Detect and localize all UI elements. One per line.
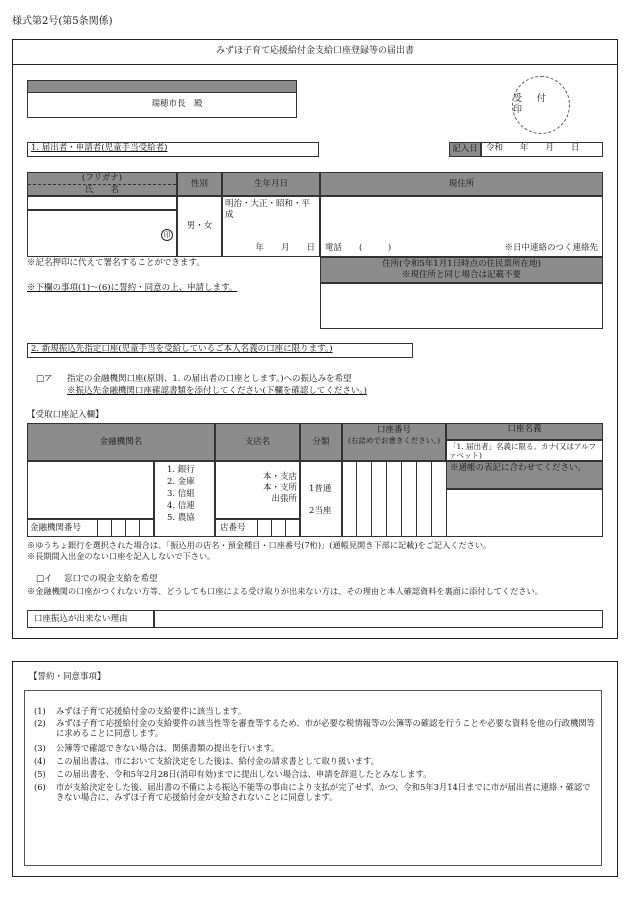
account-digit[interactable] xyxy=(431,461,447,537)
resident-title: 住所(令和5年1月1日時点の住民票所在地) xyxy=(382,259,541,269)
gender-header: 性別 xyxy=(177,172,222,196)
col-holder-sub-box xyxy=(446,440,603,461)
bank-type-item: 3. 信組 xyxy=(167,489,195,499)
branch-field[interactable] xyxy=(215,461,300,519)
col-bank: 金融機関名 xyxy=(27,423,215,461)
name-header xyxy=(27,172,177,196)
day-contact-label: ※日中連絡のつく連絡先 xyxy=(504,243,598,254)
reception-seal: 受 付 印 xyxy=(512,76,570,134)
bank-type-options[interactable] xyxy=(154,461,215,537)
oath-item-number: (3) xyxy=(34,743,46,753)
date-label: 記入日 xyxy=(449,142,481,157)
furigana-input[interactable] xyxy=(27,196,177,210)
branch-code-digit[interactable] xyxy=(257,519,272,537)
oath-item-text: みずほ子育て応援給付金の支給要件に該当します。 xyxy=(56,706,247,716)
option-b-note: ※金融機関の口座がつくれない方等、どうしても口座による受け取りが出来ない方は、その理由と本人確認資料を裏面に添付してください。 xyxy=(27,586,543,596)
account-type-options[interactable] xyxy=(300,461,342,537)
col-number-sub: (右詰めでお書きください。) xyxy=(347,435,441,445)
col-holder: 口座名義 xyxy=(446,423,603,440)
sec1-title: 1. 届出者・申請者(児童手当受給者) xyxy=(31,143,168,153)
account-digit[interactable] xyxy=(356,461,372,537)
birth-ymd: 年 月 日 xyxy=(255,243,315,254)
bank-code-digit[interactable] xyxy=(139,519,154,537)
bank-code-digit[interactable] xyxy=(97,519,112,537)
sec2-title: 2. 新規振込先指定口座(児童手当を受給しているご本人名義の口座に限ります。) xyxy=(31,344,333,354)
account-digit[interactable] xyxy=(401,461,417,537)
branch-code-row xyxy=(215,519,300,537)
gender-field[interactable]: 男・女 xyxy=(177,196,222,257)
col-branch: 支店名 xyxy=(215,423,300,461)
bank-code-digit[interactable] xyxy=(111,519,126,537)
note-long: ※長期間入出金のない口座を記入しないで下さい。 xyxy=(27,551,216,561)
bank-type-item: 5. 農協 xyxy=(167,513,195,523)
branch-type-item: 本・支店 xyxy=(262,472,297,482)
address-header: 現住所 xyxy=(320,172,603,196)
option-a-checkbox[interactable]: □ア xyxy=(36,374,53,384)
seal-mark: 印 xyxy=(161,229,173,241)
branch-code-digit[interactable] xyxy=(271,519,286,537)
oath-title: 【誓約・同意事項】 xyxy=(29,672,106,682)
holder-note-box xyxy=(446,461,603,489)
col-type: 分類 xyxy=(300,423,342,461)
birth-field[interactable] xyxy=(222,196,320,257)
col-number xyxy=(342,423,446,461)
option-b-label: 窓口での現金支給を希望 xyxy=(64,574,158,584)
era-options: 明治・大正・昭和・平成 xyxy=(225,199,311,220)
addressee-box xyxy=(27,92,297,118)
bank-code-row xyxy=(27,519,154,537)
bank-type-item: 2. 金庫 xyxy=(167,477,195,487)
bank-type-item: 4. 信連 xyxy=(167,501,195,511)
oath-item-text: この届出書は、市において支給決定をした後は、給付金の請求書として取り扱います。 xyxy=(56,756,379,766)
account-digit[interactable] xyxy=(342,461,357,537)
branch-code-label: 店番号 xyxy=(220,523,246,533)
sec1-title-box xyxy=(27,142,319,157)
bank-type-item: 1. 銀行 xyxy=(167,465,195,475)
col-number-title: 口座番号 xyxy=(376,425,411,435)
oath-item-text: 公簿等で確認できない場合は、関係書類の提出を行います。 xyxy=(56,743,280,753)
branch-type-item: 本・支所 xyxy=(262,483,297,493)
option-a-label: 指定の金融機関口座(原則、1. の届出者の口座とします。)への振込みを希望 xyxy=(67,374,352,384)
holder-name-field[interactable] xyxy=(446,489,603,537)
address-field[interactable] xyxy=(320,196,603,257)
oath-item-number: (6) xyxy=(34,782,46,792)
date-field[interactable]: 令和 年 月 日 xyxy=(481,142,603,157)
birth-header: 生年月日 xyxy=(222,172,320,196)
account-digit[interactable] xyxy=(371,461,387,537)
note-agree: ※下欄の事項(1)〜(6)に誓約・同意の上、申請します。 xyxy=(27,283,238,293)
option-b-checkbox[interactable]: □イ xyxy=(36,574,53,584)
reason-field[interactable] xyxy=(154,610,603,628)
form-number: 様式第2号(第5条関係) xyxy=(12,16,113,27)
col-holder-sub: 「1. 届出者」名義に限る。カナ(又はアルファベット) xyxy=(449,442,597,461)
oath-item-text: みずほ子育て応援給付金の支給要件の該当性等を審査等するため、市が必要な税情報等の公簿等の確認を行うことや必要な資料を他の行政機関等に求めることに同意します。 xyxy=(56,718,595,739)
addressee: 瑞穂市長 殿 xyxy=(151,99,203,110)
oath-item-number: (4) xyxy=(34,756,46,766)
form-title: みずほ子育て応援給付金支給口座登録等の届出書 xyxy=(12,39,618,65)
branch-code-digit[interactable] xyxy=(285,519,300,537)
name-label: 氏 名 xyxy=(84,185,119,196)
branch-type-item: 出張所 xyxy=(271,494,297,504)
option-a-note: ※振込先金融機関口座確認書類を添付してください(下欄を確認してください。) xyxy=(67,386,367,396)
furigana-label: (フリガナ) xyxy=(28,173,176,185)
bank-code-digit[interactable] xyxy=(125,519,140,537)
account-digit[interactable] xyxy=(386,461,402,537)
oath-item-text: 市が支給決定をした後、届出書の不備による振込不能等の事由により支払が完了せず、かつ、令和5年3月14日までに市が届出者に連絡・確認できない場合に、みずほ子育て応援給付金が支給されないことに同意します。 xyxy=(56,782,591,803)
account-section-label: 【受取口座記入欄】 xyxy=(27,410,104,420)
bank-code-label: 金融機関番号 xyxy=(30,523,82,533)
resident-note: ※現住所と同じ場合は記載不要 xyxy=(401,269,521,280)
account-type-item: 2当座 xyxy=(309,506,332,516)
note-yucho: ※ゆうちょ銀行を選択された場合は、「振込用の店名・預金種目・口座番号(7桁)」(通帳見開き下部に記載)をご記入ください。 xyxy=(27,540,492,550)
oath-item-text: この届出書を、令和5年2月28日(消印有効)までに提出しない場合は、申請を辞退したとみなします。 xyxy=(56,769,432,779)
account-type-item: 1普通 xyxy=(309,484,332,494)
oath-item-number: (5) xyxy=(34,769,46,779)
sec2-title-box xyxy=(27,343,413,358)
bank-name-field[interactable] xyxy=(27,461,154,519)
phone-label: 電話 ( ) xyxy=(325,243,392,254)
account-digit[interactable] xyxy=(416,461,432,537)
resident-address-field[interactable] xyxy=(320,283,603,329)
oath-item-number: (2) xyxy=(34,718,46,728)
holder-note: ※通帳の表記に合わせてください。 xyxy=(450,463,587,473)
resident-header xyxy=(320,257,603,283)
note-sign: ※記名押印に代えて署名することができます。 xyxy=(27,258,205,268)
name-input[interactable] xyxy=(27,210,177,257)
reason-label: 口座振込が出来ない理由 xyxy=(27,610,154,628)
oath-item-number: (1) xyxy=(34,706,46,716)
